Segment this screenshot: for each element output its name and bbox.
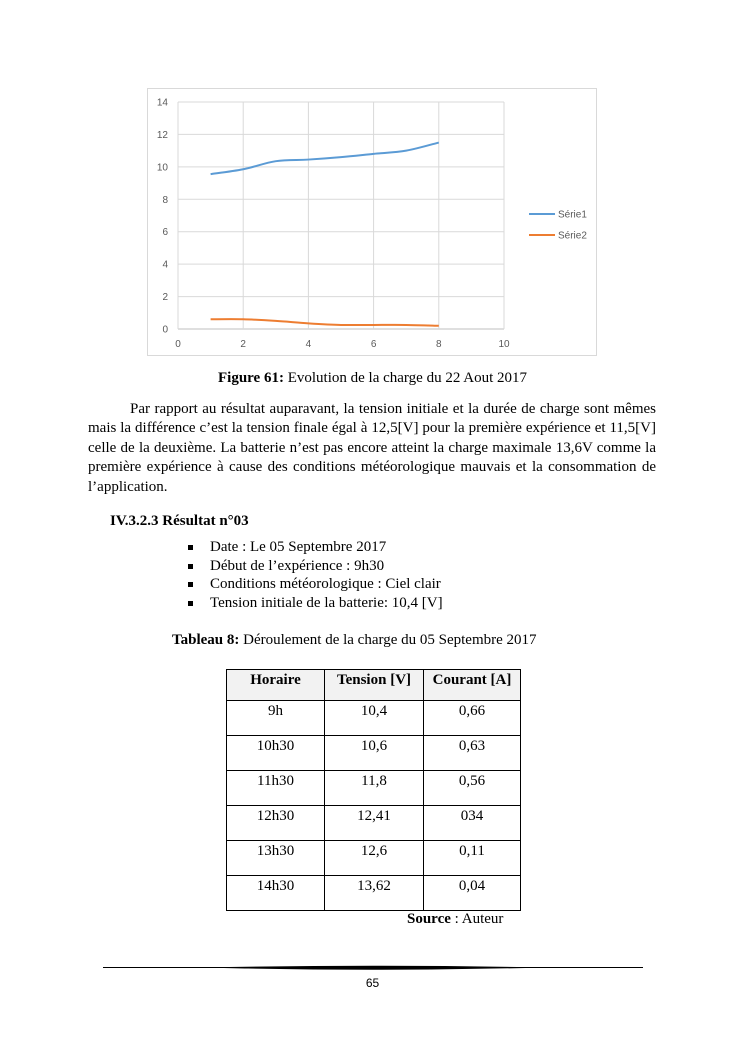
- cell-horaire: 14h30: [227, 876, 325, 911]
- table-row: [227, 841, 521, 876]
- y-tick-label: 4: [162, 259, 168, 271]
- series-line-1: [211, 143, 439, 175]
- list-item: [186, 557, 443, 576]
- cell-horaire: 12h30: [227, 806, 325, 841]
- table-row: [227, 806, 521, 841]
- cell-tension: 10,4: [325, 701, 424, 736]
- bullet-list: [186, 538, 443, 613]
- legend-label-1: Série1: [558, 209, 587, 221]
- x-tick-label: 8: [436, 339, 442, 350]
- x-tick-label: 4: [305, 339, 312, 350]
- table-row: [227, 771, 521, 806]
- y-tick-label: 12: [156, 129, 168, 141]
- list-item-text: Début de l’expérience : 9h30: [210, 557, 385, 574]
- section-heading: IV.3.2.3 Résultat n°03: [110, 513, 249, 529]
- cell-horaire: 13h30: [227, 841, 325, 876]
- x-tick-label: 2: [240, 339, 246, 350]
- list-item-text: Date : Le 05 Septembre 2017: [210, 539, 387, 555]
- square-bullet-icon: [188, 582, 193, 587]
- y-tick-label: 6: [162, 227, 168, 239]
- square-bullet-icon: [188, 545, 193, 550]
- table-source: [407, 911, 503, 928]
- table-row: [227, 876, 521, 911]
- chart-container: [147, 88, 597, 356]
- line-chart: [148, 89, 598, 357]
- cell-horaire: 9h: [227, 701, 325, 736]
- cell-tension: 11,8: [325, 771, 424, 806]
- figure-caption-text: Evolution de la charge du 22 Aout 2017: [283, 370, 527, 386]
- table-caption: [172, 632, 537, 649]
- y-tick-label: 2: [162, 292, 168, 304]
- cell-courant: 034: [424, 806, 521, 841]
- cell-courant: 0,63: [424, 736, 521, 771]
- cell-courant: 0,66: [424, 701, 521, 736]
- charge-table: [226, 669, 521, 911]
- list-item: [186, 594, 443, 613]
- series-line-2: [211, 319, 439, 326]
- square-bullet-icon: [188, 601, 193, 606]
- table-header-row: [227, 670, 521, 701]
- legend-label-2: Série2: [558, 230, 587, 242]
- table-row: [227, 701, 521, 736]
- cell-horaire: 10h30: [227, 736, 325, 771]
- cell-horaire: 11h30: [227, 771, 325, 806]
- source-text: : Auteur: [450, 911, 504, 927]
- y-tick-label: 14: [156, 97, 168, 109]
- cell-courant: 0,56: [424, 771, 521, 806]
- footer-divider: [103, 964, 643, 972]
- list-item-text: Conditions météorologique : Ciel clair: [210, 576, 441, 593]
- cell-tension: 10,6: [325, 736, 424, 771]
- list-item: [186, 538, 443, 557]
- source-label: Source: [407, 911, 451, 927]
- x-tick-label: 10: [498, 339, 510, 350]
- square-bullet-icon: [188, 564, 193, 569]
- cell-tension: 13,62: [325, 876, 424, 911]
- header-tension: Tension [V]: [325, 670, 424, 701]
- y-tick-label: 0: [162, 324, 168, 336]
- cell-courant: 0,04: [424, 876, 521, 911]
- table-caption-text: Déroulement de la charge du 05 Septembre 2017: [239, 632, 537, 648]
- table-caption-label: Tableau 8:: [172, 632, 240, 648]
- cell-tension: 12,6: [325, 841, 424, 876]
- cell-tension: 12,41: [325, 806, 424, 841]
- cell-courant: 0,11: [424, 841, 521, 876]
- header-courant: Courant [A]: [424, 670, 521, 701]
- header-horaire: Horaire: [227, 670, 325, 701]
- figure-caption-label: Figure 61:: [218, 370, 284, 386]
- table-row: [227, 736, 521, 771]
- list-item-text: Tension initiale de la batterie: 10,4 [V]: [210, 595, 443, 612]
- x-tick-label: 6: [370, 339, 377, 350]
- figure-caption: [0, 370, 745, 387]
- x-tick-label: 0: [175, 339, 181, 350]
- page-number: 65: [365, 976, 380, 990]
- y-tick-label: 10: [156, 162, 168, 174]
- y-tick-label: 8: [162, 194, 168, 206]
- body-paragraph: Par rapport au résultat auparavant, la tension initiale et la durée de charge sont mêmes mais la différence c’est la tension finale égal à 12,5[V] pour la première expérience et 11,5[V] celle de la deuxième. La batterie n’est pas encore atteint la charge maximale 13,6V comme la première expérience à cause des conditions météorologique mauvais et la consommation de l’application.: [88, 401, 656, 495]
- list-item: [186, 575, 443, 594]
